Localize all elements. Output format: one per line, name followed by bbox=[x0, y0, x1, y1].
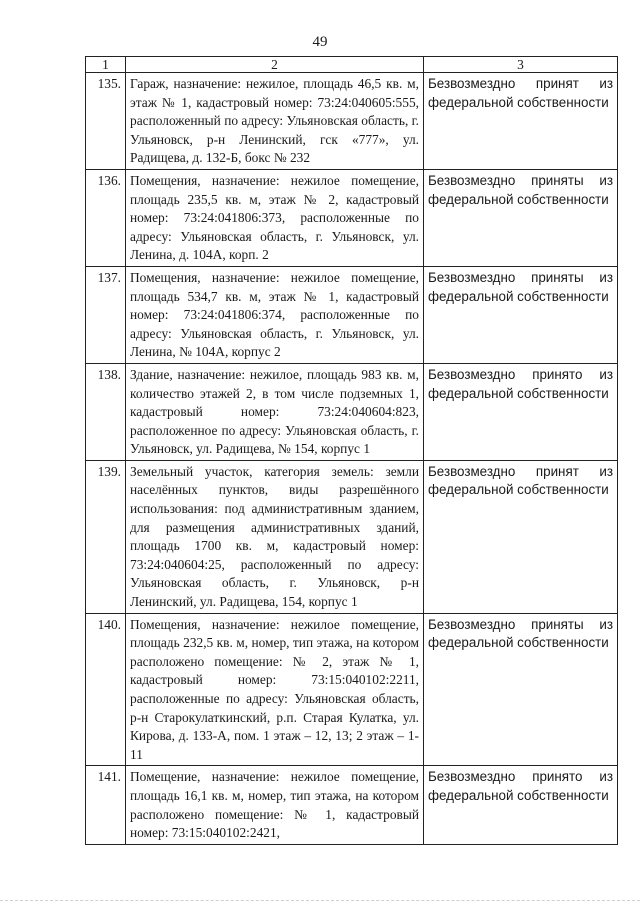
row-number: 139. bbox=[86, 460, 126, 613]
column-header-number: 1 bbox=[86, 57, 126, 73]
row-number: 137. bbox=[86, 266, 126, 363]
page-number: 49 bbox=[312, 34, 328, 50]
row-status: Безвозмездно приняты из федеральной собственности bbox=[424, 169, 618, 266]
table-row bbox=[86, 73, 618, 170]
row-status: Безвозмездно принят из федеральной собственности bbox=[424, 460, 618, 613]
row-description: Помещения, назначение: нежилое помещение, площадь 235,5 кв. м, этаж № 2, кадастровый номер: 73:24:041806:373, расположенные по адресу: Ульяновская область, г. Ульяновск, ул. Ленина, д. 104А, корп. 2 bbox=[126, 169, 424, 266]
row-number: 138. bbox=[86, 363, 126, 460]
row-description: Здание, назначение: нежилое, площадь 983 кв. м, количество этажей 2, в том числе подземных 1, кадастровый номер: 73:24:040604:823, расположенное по адресу: Ульяновская область, г. Ульяновск, ул. Радищева, № 154, корпус 1 bbox=[126, 363, 424, 460]
table-row bbox=[86, 766, 618, 844]
row-description: Помещение, назначение: нежилое помещение, площадь 16,1 кв. м, номер, тип этажа, на котором расположено помещение: № 1, кадастровый номер: 73:15:040102:2421, bbox=[126, 766, 424, 844]
row-number: 140. bbox=[86, 613, 126, 766]
row-description: Помещения, назначение: нежилое помещение, площадь 232,5 кв. м, номер, тип этажа, на котором расположено помещение: № 2, этаж № 1, кадастровый номер: 73:15:040102:2211, расположенные по адресу: Ульяновская область, р-н Старокулаткинский, р.п. Старая Кулатка, ул. Кирова, д. 133-А, пом. 1 этаж – 12, 13; 2 этаж – 1-11 bbox=[126, 613, 424, 766]
row-status: Безвозмездно принято из федеральной собственности bbox=[424, 766, 618, 844]
row-status: Безвозмездно приняты из федеральной собственности bbox=[424, 266, 618, 363]
table-row bbox=[86, 613, 618, 766]
row-number: 136. bbox=[86, 169, 126, 266]
row-status: Безвозмездно приняты из федеральной собственности bbox=[424, 613, 618, 766]
property-registry-table bbox=[85, 56, 618, 845]
row-description: Помещения, назначение: нежилое помещение, площадь 534,7 кв. м, этаж № 1, кадастровый номер: 73:24:041806:374, расположенные по адресу: Ульяновская область, г. Ульяновск, ул. Ленина, № 104А, корпус 2 bbox=[126, 266, 424, 363]
row-number: 135. bbox=[86, 73, 126, 170]
scan-edge-divider bbox=[0, 900, 640, 901]
column-header-description: 2 bbox=[126, 57, 424, 73]
row-status: Безвозмездно принято из федеральной собственности bbox=[424, 363, 618, 460]
table-row bbox=[86, 363, 618, 460]
row-description: Гараж, назначение: нежилое, площадь 46,5 кв. м, этаж № 1, кадастровый номер: 73:24:040605:555, расположенный по адресу: Ульяновская область, г. Ульяновск, р-н Ленинский, гск «777», ул. Радищева, д. 132-Б, бокс № 232 bbox=[126, 73, 424, 170]
table-header-row bbox=[86, 57, 618, 73]
table-row bbox=[86, 460, 618, 613]
row-status: Безвозмездно принят из федеральной собственности bbox=[424, 73, 618, 170]
column-header-status: 3 bbox=[424, 57, 618, 73]
table-row bbox=[86, 266, 618, 363]
table-row bbox=[86, 169, 618, 266]
row-number: 141. bbox=[86, 766, 126, 844]
row-description: Земельный участок, категория земель: земли населённых пунктов, виды разрешённого использования: под административным зданием, для размещения административных зданий, площадь 1700 кв. м, кадастровый номер: 73:24:040604:25, расположенный по адресу: Ульяновская область, г. Ульяновск, р-н Ленинский, ул. Радищева, 154, корпус 1 bbox=[126, 460, 424, 613]
